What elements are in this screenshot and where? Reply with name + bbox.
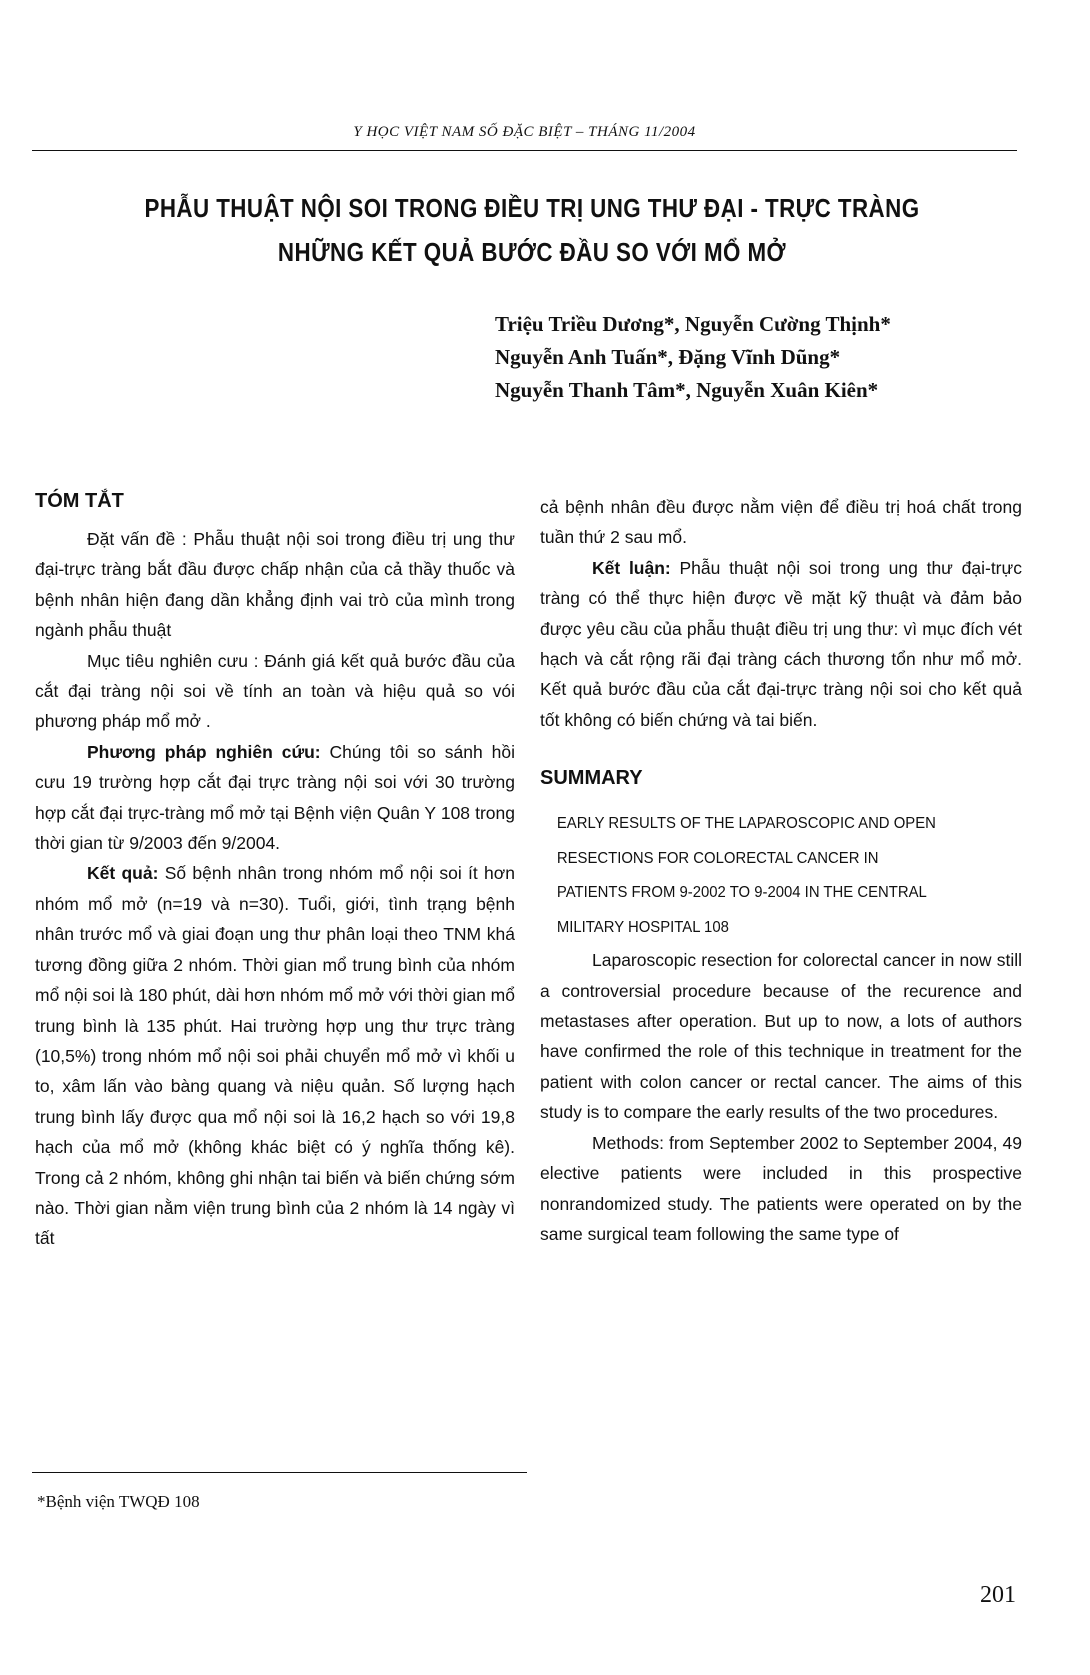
lead-separator: : <box>175 529 194 549</box>
tom-tat-heading: TÓM TẮT <box>35 490 124 512</box>
author-line: Nguyễn Thanh Tâm*, Nguyễn Xuân Kiên* <box>495 378 879 402</box>
author-list <box>495 308 1055 407</box>
footnote: *Bệnh viện TWQĐ 108 <box>37 1492 200 1511</box>
article-title <box>32 186 1032 274</box>
paragraph-phuong-phap <box>35 737 515 859</box>
english-title-line: RESECTIONS FOR COLORECTAL CANCER IN <box>556 849 879 867</box>
lead-label: Methods: <box>592 1132 664 1153</box>
author-line: Nguyễn Anh Tuấn*, Đặng Vĩnh Dũng* <box>495 345 841 369</box>
paragraph-text: from September 2002 to September 2004, 49 elective patients were included in this prospective nonrandomized study. The patients were operated on by the same surgical team following the same type of <box>540 1132 1022 1244</box>
paragraph-ket-luan <box>540 553 1022 735</box>
lead-separator <box>671 558 680 578</box>
paragraph-continuation: cả bệnh nhân đều được nằm viện để điều trị hoá chất trong tuần thứ 2 sau mổ. <box>540 497 1022 548</box>
page-number: 201 <box>980 1582 1016 1608</box>
paragraph-dat-van-de <box>35 524 515 646</box>
paragraph-ket-qua <box>35 858 515 1253</box>
summary-heading: SUMMARY <box>540 767 643 790</box>
lead-label: Kết luận: <box>592 557 671 578</box>
paragraph-text: Số bệnh nhân trong nhóm mổ nội soi ít hơn nhóm mổ mở (n=19 và n=30). Tuổi, giới, tình trạng bệnh nhân trước mổ và giai đoạn ung thư phân loại theo TNM khá tương đồng giữa 2 nhóm. Thời gian mổ trung bình của nhóm mổ nội soi là 180 phút, dài hơn nhóm mổ mở với thời gian mổ trung bình là 135 phút. Hai trường hợp ung thư trực tràng (10,5%) trong nhóm mổ nội soi phải chuyển mổ mở vì khối u to, xâm lấn vào bàng quang và niệu quản. Số lượng hạch trung bình lấy được qua mổ nội soi là 16,2 hạch so với 19,8 hạch của mổ mở (không khác biệt có ý nghĩa thống kê). Trong cả 2 nhóm, không ghi nhận tai biến và biến chứng sớm nào. Thời gian nằm viện trung bình của 2 nhóm là 14 ngày vì tất <box>35 863 515 1249</box>
author-line: Triệu Triều Dương*, Nguyễn Cường Thịnh* <box>495 312 891 336</box>
header-rule <box>32 150 1017 151</box>
lead-separator <box>321 742 330 762</box>
title-line-1: PHẪU THUẬT NỘI SOI TRONG ĐIỀU TRỊ UNG THƯ ĐẠI - TRỰC TRÀNG <box>144 193 920 223</box>
lead-label: Đặt vấn đề <box>87 529 176 549</box>
english-title <box>540 807 1022 945</box>
english-title-line: EARLY RESULTS OF THE LAPAROSCOPIC AND OPEN <box>556 815 936 833</box>
footnote-rule <box>32 1472 527 1473</box>
lead-label: Kết quả: <box>87 863 159 884</box>
running-header: Y HỌC VIỆT NAM SỐ ĐẶC BIỆT – THÁNG 11/2004 <box>353 124 696 140</box>
paragraph-text: Phẫu thuật nội soi trong điều trị ung thư đại-trực tràng bắt đầu được chấp nhận của cả thầy thuốc và bệnh nhân hiện đang dần khẳng định vai trò của mình trong ngành phẫu thuật <box>35 529 515 641</box>
paragraph-muc-tieu <box>35 646 515 737</box>
english-title-line: MILITARY HOSPITAL 108 <box>556 918 729 936</box>
title-line-2: NHỮNG KẾT QUẢ BƯỚC ĐẦU SO VỚI MỔ MỞ <box>277 237 787 267</box>
paragraph-methods <box>540 1128 1022 1250</box>
paragraph-text: Phẫu thuật nội soi trong ung thư đại-trực tràng có thể thực hiện được về mặt kỹ thuật và đảm bảo được yêu cầu của phẫu thuật điều trị ung thư: vì mục đích vét hạch và cắt rộng rãi đại tràng cách thương tổn như mổ mở. Kết quả bước đầu của cắt đại-trực tràng nội soi cho kết quả tốt không có biến chứng và tai biến. <box>540 557 1022 730</box>
paragraph-summary-intro: Laparoscopic resection for colorectal cancer in now still a controversial procedure because of the recurence and metastases after operation. But up to now, a lots of authors have confirmed the role of this technique in treatment for the patient with colon cancer or rectal cancer. The aims of this study is to compare the early results of the two procedures. <box>540 950 1022 1123</box>
paragraph-text: Đánh giá kết quả bước đầu của cắt đại tràng nội soi về tính an toàn và hiệu quả so vói phương pháp mổ mở . <box>35 650 515 732</box>
lead-label: Phương pháp nghiên cứu: <box>87 741 321 762</box>
left-column <box>35 492 515 1254</box>
lead-label: Mục tiêu nghiên cưu <box>87 650 249 671</box>
right-column <box>540 492 1022 1249</box>
paragraph-text: Chúng tôi so sánh hồi cưu 19 trường hợp cắt đại trực tràng nội soi với 30 trường hợp cắt đại trực-tràng mổ mở tại Bệnh viện Quân Y 108 trong thời gian từ 9/2003 đến 9/2004. <box>35 741 515 854</box>
english-title-line: PATIENTS FROM 9-2002 TO 9-2004 IN THE CENTRAL <box>556 884 927 902</box>
lead-separator: : <box>248 650 265 671</box>
